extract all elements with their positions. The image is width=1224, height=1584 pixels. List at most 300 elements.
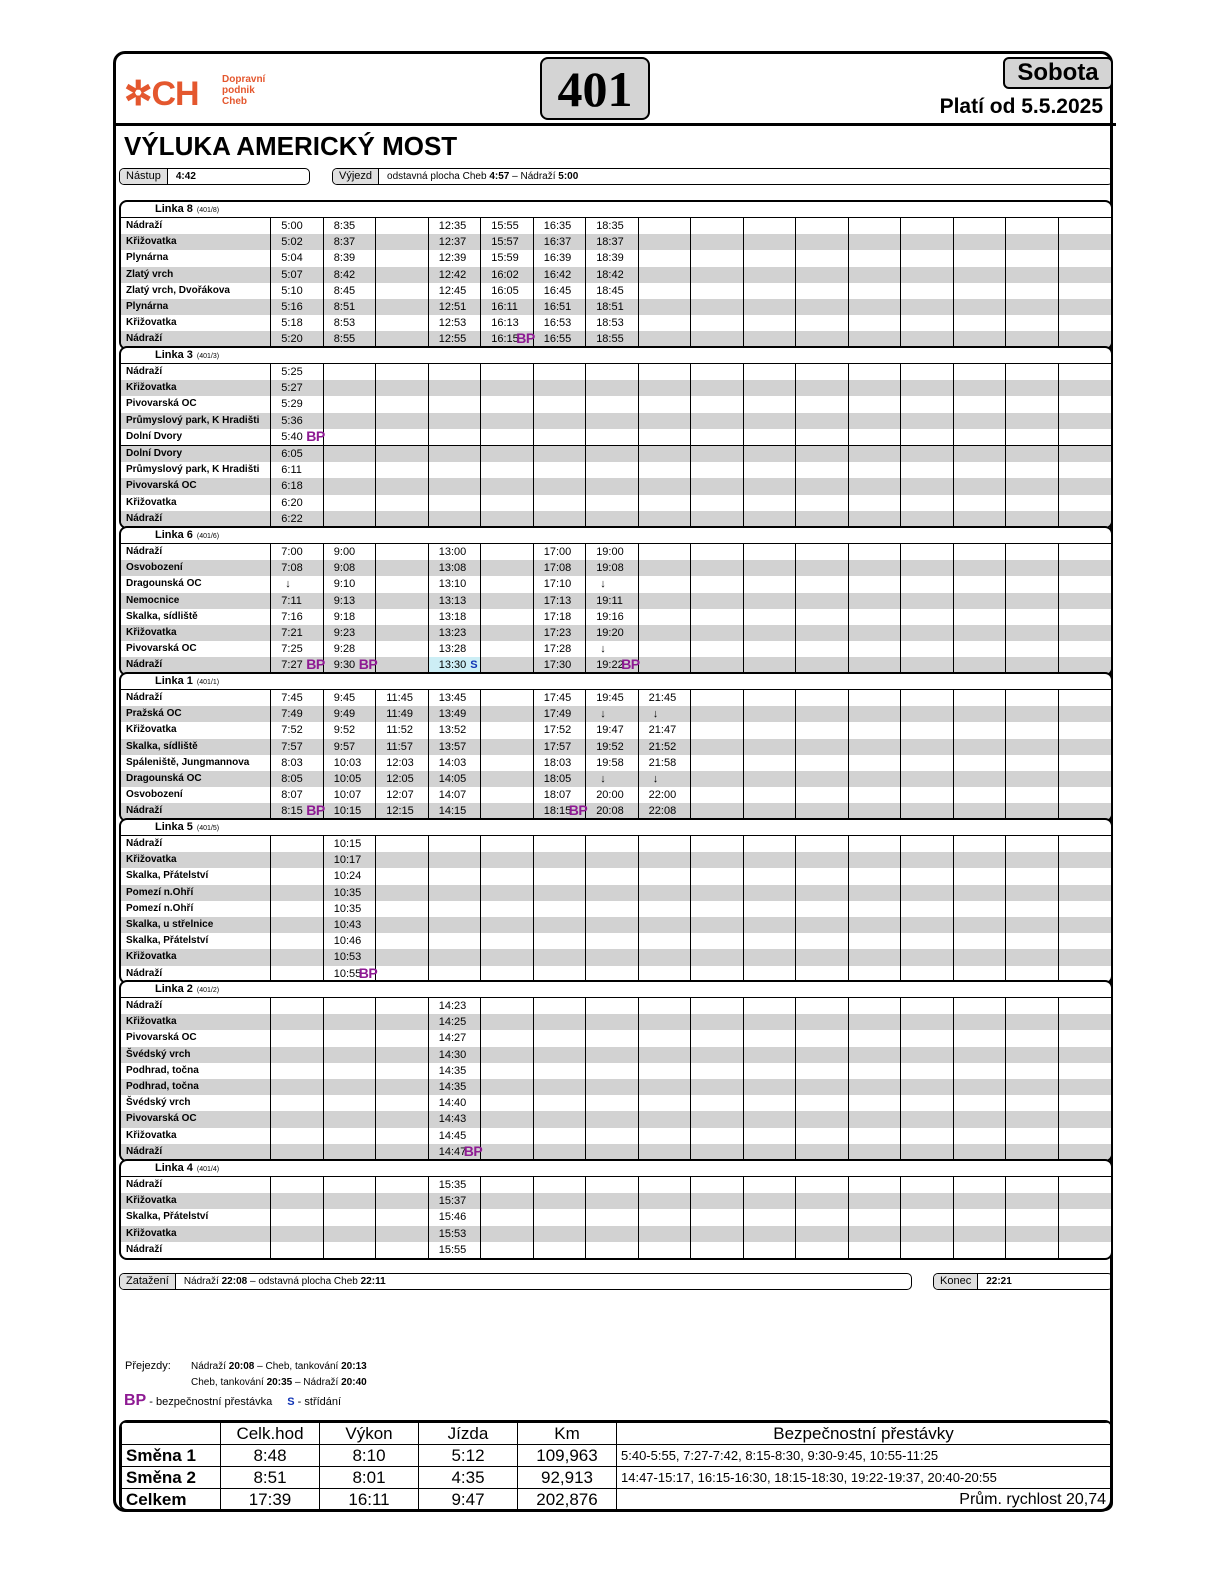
time-cell (481, 641, 533, 657)
transfer-1-to-time: 20:13 (341, 1361, 367, 1372)
time-cell (849, 544, 901, 560)
time-cell (1006, 283, 1058, 299)
time-cell (691, 901, 743, 917)
time-cell (376, 755, 428, 771)
stop-row (121, 364, 1111, 380)
time-cell (586, 218, 638, 234)
time-cell (481, 1193, 533, 1209)
time-cell (429, 933, 481, 949)
time-cell (744, 1014, 796, 1030)
time-cell (429, 755, 481, 771)
time-cell (849, 1177, 901, 1193)
time-cell (324, 1128, 376, 1144)
time-cell (324, 1095, 376, 1111)
time-cell (901, 755, 953, 771)
time-cell (744, 949, 796, 965)
time-cell (324, 1030, 376, 1046)
departure-time: 16:37 (543, 236, 572, 249)
time-cell (376, 933, 428, 949)
stop-row (121, 429, 1111, 445)
stop-row (121, 771, 1111, 787)
time-cell (796, 836, 848, 852)
time-cell (849, 1242, 901, 1258)
time-cell (586, 885, 638, 901)
time-cell (376, 544, 428, 560)
time-cell (586, 478, 638, 494)
time-cell (849, 885, 901, 901)
time-cell (639, 267, 691, 283)
time-cell (481, 949, 533, 965)
summary-cell: 92,913 (518, 1467, 617, 1489)
time-cell (534, 1193, 586, 1209)
start-label: Nástup (120, 169, 168, 184)
time-cell (324, 380, 376, 396)
departure-time: 13:52 (438, 724, 467, 737)
departure-time: 17:49 (543, 708, 572, 721)
time-cell (376, 1030, 428, 1046)
stop-name: Skalka, Přátelství (121, 1209, 271, 1225)
time-cell (744, 576, 796, 592)
stop-row (121, 544, 1111, 560)
time-cell (534, 1111, 586, 1127)
time-cell (639, 1209, 691, 1225)
time-cell (1006, 462, 1058, 478)
time-cell (691, 250, 743, 266)
time-cell (1006, 787, 1058, 803)
legend-bp-text: - bezpečnostní přestávka (149, 1396, 273, 1408)
time-cell (954, 364, 1006, 380)
departure-time: 13:49 (438, 708, 467, 721)
time-cell (534, 706, 586, 722)
departure-time: 12:42 (438, 268, 467, 281)
time-cell (744, 1030, 796, 1046)
time-cell (1059, 739, 1111, 755)
line-heading (121, 202, 1111, 218)
time-cell (376, 380, 428, 396)
departure-time: 8:03 (281, 756, 303, 769)
line-heading (121, 348, 1111, 364)
time-cell (901, 413, 953, 429)
time-cell (901, 299, 953, 315)
time-cell (954, 852, 1006, 868)
time-cell (534, 267, 586, 283)
time-cell (534, 868, 586, 884)
time-cell (586, 1014, 638, 1030)
departure-time: 8:51 (333, 300, 356, 313)
time-cell (691, 593, 743, 609)
time-cell (954, 1226, 1006, 1242)
stop-name: Nádraží (121, 998, 271, 1014)
line-heading (121, 674, 1111, 690)
time-cell (849, 1144, 901, 1160)
stop-row (121, 755, 1111, 771)
time-cell (271, 609, 323, 625)
time-cell (534, 901, 586, 917)
departure-time: 18:07 (543, 789, 572, 802)
time-cell (376, 1014, 428, 1030)
time-cell (271, 706, 323, 722)
time-cell (639, 885, 691, 901)
line-block (119, 526, 1113, 676)
time-cell (1006, 771, 1058, 787)
time-cell (744, 380, 796, 396)
time-cell (691, 1242, 743, 1258)
time-cell (691, 446, 743, 462)
stop-row (121, 478, 1111, 494)
stop-row (121, 413, 1111, 429)
summary-cell: 9:47 (419, 1489, 518, 1511)
time-cell (324, 593, 376, 609)
time-cell (901, 690, 953, 706)
time-cell (586, 1095, 638, 1111)
departure-time: ↓ (652, 772, 659, 785)
departure-time: 22:00 (648, 789, 677, 802)
time-cell (534, 1209, 586, 1225)
departure-time: 5:00 (281, 220, 303, 232)
departure-time: 14:15 (438, 805, 467, 818)
time-cell (324, 576, 376, 592)
time-cell (376, 690, 428, 706)
time-cell (1006, 478, 1058, 494)
time-cell (639, 1111, 691, 1127)
time-cell (901, 234, 953, 250)
time-cell (1059, 364, 1111, 380)
time-cell (691, 885, 743, 901)
time-cell (639, 462, 691, 478)
time-cell (429, 1014, 481, 1030)
time-cell (429, 593, 481, 609)
time-cell (324, 544, 376, 560)
time-cell (481, 609, 533, 625)
time-cell (691, 364, 743, 380)
time-cell (586, 1063, 638, 1079)
time-cell (639, 593, 691, 609)
load-dash: – (249, 1276, 256, 1287)
time-cell (376, 478, 428, 494)
time-cell (639, 625, 691, 641)
time-cell (429, 885, 481, 901)
time-cell (534, 1063, 586, 1079)
departure-time: 12:35 (438, 220, 467, 232)
time-cell (534, 836, 586, 852)
time-cell (744, 544, 796, 560)
stop-name: Křižovatka (121, 625, 271, 641)
departure-time: 9:52 (333, 724, 356, 737)
time-cell (1059, 1209, 1111, 1225)
summary-average-speed: Prům. rychlost 20,74 (617, 1489, 1111, 1511)
time-cell (271, 1242, 323, 1258)
time-cell (849, 560, 901, 576)
time-cell (1006, 1209, 1058, 1225)
time-cell (534, 250, 586, 266)
time-cell (691, 609, 743, 625)
time-cell (1006, 868, 1058, 884)
time-cell (901, 1177, 953, 1193)
time-cell (586, 917, 638, 933)
time-cell (271, 836, 323, 852)
time-cell (849, 462, 901, 478)
stop-name: Pivovarská OC (121, 396, 271, 412)
time-cell (901, 380, 953, 396)
time-cell (271, 446, 323, 462)
time-cell (324, 609, 376, 625)
time-cell (586, 901, 638, 917)
line-block (119, 1159, 1113, 1260)
time-cell (376, 739, 428, 755)
time-cell (744, 625, 796, 641)
time-cell (481, 1128, 533, 1144)
time-cell (1006, 495, 1058, 511)
time-cell (744, 706, 796, 722)
time-cell (429, 495, 481, 511)
summary-table (121, 1422, 1111, 1511)
stop-name: Dragounská OC (121, 576, 271, 592)
time-cell (639, 315, 691, 331)
time-cell (586, 739, 638, 755)
time-cell (429, 722, 481, 738)
time-cell (481, 1095, 533, 1111)
time-cell (271, 868, 323, 884)
time-cell (324, 949, 376, 965)
route-number: 401 (540, 57, 650, 120)
departure-time: 21:52 (648, 740, 677, 753)
time-cell (849, 787, 901, 803)
time-cell (429, 429, 481, 445)
time-cell (849, 739, 901, 755)
time-cell (324, 771, 376, 787)
time-cell (954, 868, 1006, 884)
time-cell (1006, 1030, 1058, 1046)
time-cell (744, 478, 796, 494)
departure-time: 16:42 (543, 268, 572, 281)
time-cell (271, 625, 323, 641)
time-cell (271, 787, 323, 803)
legend-s-mark: S (287, 1396, 295, 1408)
stop-name: Křižovatka (121, 1014, 271, 1030)
summary-row-label: Celkem (122, 1489, 221, 1511)
time-cell (639, 933, 691, 949)
time-cell (1006, 1063, 1058, 1079)
stop-row (121, 625, 1111, 641)
stop-name: Křižovatka (121, 852, 271, 868)
line-block (119, 980, 1113, 1162)
departure-time: 13:30 (438, 659, 467, 672)
time-cell (639, 1095, 691, 1111)
departure-time: 14:27 (438, 1032, 467, 1045)
time-cell (849, 1095, 901, 1111)
time-cell (586, 429, 638, 445)
time-cell (1059, 771, 1111, 787)
time-cell (376, 641, 428, 657)
time-cell (586, 1226, 638, 1242)
departure-time: 10:07 (333, 789, 362, 802)
time-cell (586, 413, 638, 429)
time-cell (639, 1128, 691, 1144)
time-cell (691, 641, 743, 657)
departure-time: 6:22 (281, 512, 303, 525)
time-cell (901, 1079, 953, 1095)
time-cell (691, 462, 743, 478)
load-from-time: 22:08 (221, 1276, 248, 1287)
departure-time: 14:35 (438, 1064, 467, 1077)
time-cell (376, 315, 428, 331)
day-badge: Sobota (1003, 57, 1113, 89)
stop-name: Osvobození (121, 787, 271, 803)
time-cell (429, 771, 481, 787)
departure-time: 15:59 (491, 252, 519, 265)
transfers-note (125, 1360, 367, 1394)
time-cell (954, 998, 1006, 1014)
time-cell (691, 722, 743, 738)
time-cell (954, 462, 1006, 478)
time-cell (954, 1242, 1006, 1258)
time-cell (1006, 560, 1058, 576)
depart-pill (332, 168, 1113, 185)
time-cell (534, 283, 586, 299)
time-cell (429, 462, 481, 478)
stop-row (121, 739, 1111, 755)
time-cell (376, 1193, 428, 1209)
time-cell (376, 901, 428, 917)
stop-name: Nádraží (121, 690, 271, 706)
time-cell (691, 1144, 743, 1160)
departure-time: 19:45 (596, 692, 624, 704)
time-cell (901, 949, 953, 965)
summary-cell: 202,876 (518, 1489, 617, 1511)
time-cell (901, 1095, 953, 1111)
time-cell (1006, 364, 1058, 380)
time-cell (1059, 283, 1111, 299)
time-cell (954, 771, 1006, 787)
time-cell (534, 495, 586, 511)
departure-time: 5:20 (281, 333, 303, 346)
departure-time: 9:23 (333, 626, 356, 639)
time-cell (429, 1128, 481, 1144)
time-cell (1059, 933, 1111, 949)
stop-row (121, 593, 1111, 609)
departure-time: 7:25 (281, 643, 303, 656)
time-cell (849, 1226, 901, 1242)
departure-time: 10:03 (333, 756, 362, 769)
departure-time: 8:55 (333, 333, 356, 346)
departure-time: 18:45 (596, 284, 624, 297)
stop-row (121, 1209, 1111, 1225)
departure-time: 5:04 (281, 252, 303, 265)
time-cell (271, 1079, 323, 1095)
time-cell (744, 722, 796, 738)
end-label: Konec (934, 1274, 978, 1289)
time-cell (324, 446, 376, 462)
time-cell (586, 868, 638, 884)
time-cell (429, 576, 481, 592)
departure-time: 5:07 (281, 268, 303, 281)
stop-name: Plynárna (121, 250, 271, 266)
time-cell (1059, 836, 1111, 852)
departure-time: 6:20 (281, 496, 303, 509)
time-cell (1006, 706, 1058, 722)
time-cell (481, 396, 533, 412)
time-cell (954, 1177, 1006, 1193)
time-cell (429, 478, 481, 494)
time-cell (639, 544, 691, 560)
time-cell (1059, 722, 1111, 738)
time-cell (429, 1177, 481, 1193)
time-cell (1006, 234, 1058, 250)
time-cell (954, 933, 1006, 949)
time-cell (744, 1047, 796, 1063)
stop-row (121, 901, 1111, 917)
time-cell (324, 1063, 376, 1079)
time-cell (534, 380, 586, 396)
departure-time: 17:08 (543, 562, 572, 575)
time-cell (586, 836, 638, 852)
time-cell (901, 1047, 953, 1063)
time-cell (901, 396, 953, 412)
time-cell (324, 478, 376, 494)
stop-name: Nádraží (121, 544, 271, 560)
time-cell (1059, 1063, 1111, 1079)
time-cell (586, 755, 638, 771)
time-cell (901, 641, 953, 657)
departure-time: 10:35 (333, 886, 362, 899)
time-cell (796, 234, 848, 250)
time-cell (1006, 1144, 1058, 1160)
time-cell (744, 885, 796, 901)
time-cell (691, 917, 743, 933)
time-cell (901, 495, 953, 511)
time-cell (586, 299, 638, 315)
time-cell (586, 771, 639, 787)
stop-row (121, 690, 1111, 706)
time-cell (429, 315, 481, 331)
line-code: (401/4) (196, 1166, 220, 1173)
legend-s-text: - střídání (297, 1396, 342, 1408)
time-cell (481, 1226, 533, 1242)
time-cell (481, 722, 533, 738)
time-cell (849, 1014, 901, 1030)
time-cell (271, 1111, 323, 1127)
time-cell (271, 1030, 323, 1046)
time-cell (796, 933, 848, 949)
time-cell (954, 250, 1006, 266)
load-pill (119, 1273, 912, 1290)
time-cell (324, 1014, 376, 1030)
departure-time: 20:00 (596, 789, 624, 802)
time-cell (324, 560, 376, 576)
time-cell (691, 429, 743, 445)
time-cell (1006, 1242, 1058, 1258)
departure-time: 5:25 (281, 366, 303, 378)
time-cell (796, 1063, 848, 1079)
time-cell (691, 413, 743, 429)
departure-time: 15:46 (438, 1211, 467, 1224)
stop-row (121, 609, 1111, 625)
time-cell (691, 396, 743, 412)
stop-row (121, 852, 1111, 868)
departure-time: 10:46 (333, 935, 362, 948)
time-cell (324, 315, 376, 331)
time-cell (744, 1226, 796, 1242)
time-cell (849, 641, 901, 657)
time-cell (954, 706, 1006, 722)
departure-time: 11:45 (386, 692, 413, 704)
departure-time: 5:29 (281, 398, 303, 411)
time-cell (481, 755, 533, 771)
time-cell (586, 852, 638, 868)
time-cell (429, 283, 481, 299)
time-cell (1059, 1079, 1111, 1095)
time-cell (691, 787, 743, 803)
